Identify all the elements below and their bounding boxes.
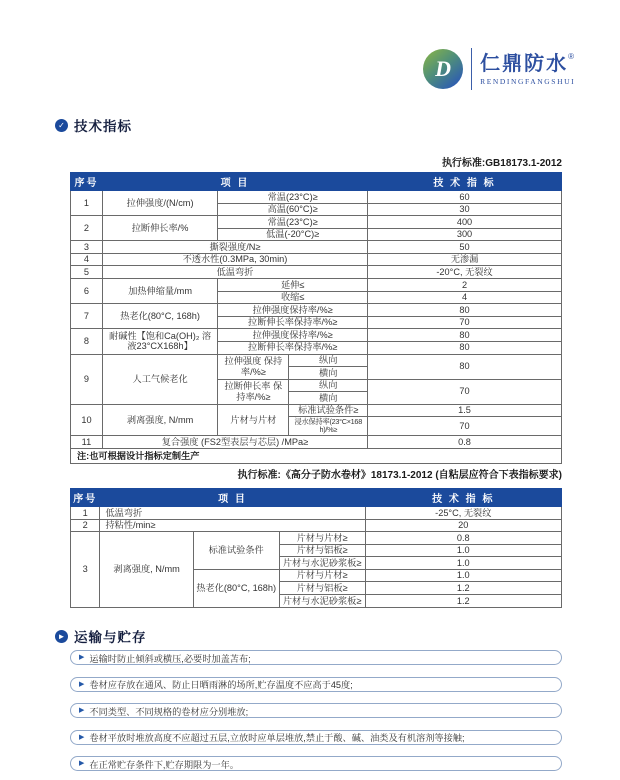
table-cell: 低温弯折: [100, 507, 365, 520]
table-cell: 1: [71, 191, 103, 216]
transport-storage-title: 运输与贮存: [74, 630, 147, 645]
column-header: 技 术 指 标: [365, 489, 561, 507]
table-cell: 80: [368, 354, 562, 379]
table-cell: 20: [365, 519, 561, 532]
column-header: 序号: [71, 489, 100, 507]
table-cell: 低温弯折: [102, 266, 367, 279]
triangle-bullet-icon: ▶: [79, 733, 85, 741]
table-cell: 1: [71, 507, 100, 520]
column-header: 技 术 指 标: [368, 173, 562, 191]
table-row: [71, 354, 562, 367]
table-cell: 2: [368, 279, 562, 292]
table-cell: 4: [368, 291, 562, 304]
table-cell: 10: [71, 404, 103, 435]
table-cell: 热老化(80°C, 168h): [193, 569, 279, 607]
triangle-bullet-icon: ▶: [79, 654, 85, 661]
table-cell: 60: [368, 191, 562, 204]
table-cell: 片材与铝板≥: [279, 544, 365, 557]
table-cell: 拉断伸长率保持率/%≥: [218, 341, 368, 354]
table-cell: 拉断伸长率 保持率/%≥: [218, 379, 289, 404]
table-cell: -25°C, 无裂纹: [365, 507, 561, 520]
table-cell: 80: [368, 329, 562, 342]
table-cell: 标准试验条件≥: [289, 404, 368, 417]
table-cell: 3: [71, 241, 103, 254]
table-cell: 3: [71, 532, 100, 607]
table-cell: 加热伸缩量/mm: [102, 279, 217, 304]
table-cell: 0.8: [365, 532, 561, 545]
table-cell: 延伸≤: [218, 279, 368, 292]
storage-note-item: [70, 756, 562, 771]
table-cell: 50: [368, 241, 562, 254]
table-cell: 1.2: [365, 595, 561, 608]
table-cell: 6: [71, 279, 103, 304]
table-cell: 片材与铝板≥: [279, 582, 365, 595]
table-cell: 浸水保持率(23°C×168h)/%≥: [289, 417, 368, 436]
table-row: [71, 241, 562, 254]
table-cell: 30: [368, 203, 562, 216]
table-cell: 11: [71, 436, 103, 449]
logo-name-en: RENDINGFANGSHUI: [480, 76, 576, 86]
storage-note-item: [70, 650, 562, 665]
table-cell: 4: [71, 253, 103, 266]
table-cell: 400: [368, 216, 562, 229]
table-cell: 高温(60°C)≥: [218, 203, 368, 216]
table-cell: 70: [368, 379, 562, 404]
table-row: [71, 253, 562, 266]
table-row: [71, 532, 562, 545]
standard-reference-1: 执行标准:GB18173.1-2012: [441, 158, 562, 169]
tech-specs-icon: ✓: [55, 119, 68, 132]
table-cell: 标准试验条件: [193, 532, 279, 570]
column-header: 序号: [71, 173, 103, 191]
table-row: [71, 216, 562, 229]
tech-specs-title: 技术指标: [74, 119, 132, 134]
table-cell: 拉伸强度 保持率/%≥: [218, 354, 289, 379]
table-cell: 热老化(80°C, 168h): [102, 304, 217, 329]
table-cell: -20°C, 无裂纹: [368, 266, 562, 279]
storage-note-item: [70, 677, 562, 692]
table-cell: 拉断伸长率保持率/%≥: [218, 316, 368, 329]
table-cell: 拉伸强度/(N/cm): [102, 191, 217, 216]
triangle-bullet-icon: ▶: [79, 707, 85, 714]
tech-specs-section-header: [55, 115, 132, 135]
storage-note-text: 在正常贮存条件下,贮存期限为一年。: [89, 759, 239, 770]
table-cell: 剥离强度, N/mm: [100, 532, 193, 607]
table-cell: 300: [368, 228, 562, 241]
table-row: [71, 191, 562, 204]
table-row: [71, 304, 562, 317]
transport-storage-section-header: [55, 626, 147, 646]
table-cell: 0.8: [368, 436, 562, 449]
table-cell: 片材与片材≥: [279, 569, 365, 582]
table-row: [71, 329, 562, 342]
table-cell: 9: [71, 354, 103, 404]
transport-storage-icon: ►: [55, 630, 68, 643]
table-cell: 常温(23°C)≥: [218, 216, 368, 229]
table-cell: 80: [368, 341, 562, 354]
table-cell: 收缩≤: [218, 291, 368, 304]
table-row: [71, 507, 562, 520]
table-cell: 片材与水泥砂浆板≥: [279, 595, 365, 608]
table-cell: 片材与片材≥: [279, 532, 365, 545]
table-row: [71, 519, 562, 532]
column-header: 项 目: [100, 489, 365, 507]
table-cell: 人工气候老化: [102, 354, 217, 404]
triangle-bullet-icon: ▶: [79, 680, 85, 688]
tech-specs-table: [70, 172, 562, 464]
table-cell: 1.2: [365, 582, 561, 595]
storage-note-text: 卷材应存放在通风、防止日晒雨淋的场所,贮存温度不应高于45度;: [89, 680, 353, 690]
table-cell: 2: [71, 216, 103, 241]
storage-note-text: 不同类型、不同规格的卷材应分别堆放;: [89, 706, 249, 717]
table-row: [71, 279, 562, 292]
table-cell: 70: [368, 316, 562, 329]
table-cell: 无渗漏: [368, 253, 562, 266]
table-cell: 1.0: [365, 569, 561, 582]
logo-name-cn: 仁鼎防水®: [480, 51, 576, 75]
table-cell: 复合强度 (FS2型表层与芯层) /MPa≥: [102, 436, 367, 449]
logo-divider: [471, 48, 472, 90]
table-row: [71, 436, 562, 449]
table-cell: 撕裂强度/N≥: [102, 241, 367, 254]
table-cell: 1.5: [368, 404, 562, 417]
table-cell: 不透水性(0.3MPa, 30min): [102, 253, 367, 266]
table-cell: 低温(-20°C)≥: [218, 228, 368, 241]
table-cell: 1.0: [365, 544, 561, 557]
company-logo: [423, 48, 576, 90]
table-cell: 拉断伸长率/%: [102, 216, 217, 241]
table-cell: 拉伸强度保持率/%≥: [218, 329, 368, 342]
table-row: [71, 266, 562, 279]
table-cell: 1.0: [365, 557, 561, 570]
table-cell: 横向: [289, 392, 368, 405]
table-cell: 80: [368, 304, 562, 317]
table-cell: 持粘性/min≥: [100, 519, 365, 532]
storage-note-text: 运输时防止倾斜或横压,必要时加盖苫布;: [89, 653, 251, 664]
adhesive-layer-specs-table: [70, 488, 562, 608]
table-row: [71, 404, 562, 417]
logo-mark-letter: D: [435, 56, 452, 81]
table-cell: 70: [368, 417, 562, 436]
table-cell: 拉伸强度保持率/%≥: [218, 304, 368, 317]
table-cell: 5: [71, 266, 103, 279]
table-cell: 常温(23°C)≥: [218, 191, 368, 204]
table-cell: 耐碱性【饱和Ca(OH)₂ 溶液23°CX168h】: [102, 329, 217, 354]
table-cell: 7: [71, 304, 103, 329]
standard-reference-2: 执行标准:《高分子防水卷材》18173.1-2012 (自粘层应符合下表指标要求): [237, 470, 562, 481]
triangle-bullet-icon: ▶: [79, 760, 85, 767]
registered-trademark-icon: ®: [568, 51, 576, 61]
storage-note-item: [70, 730, 562, 745]
storage-note-item: [70, 703, 562, 718]
table-cell: 纵向: [289, 354, 368, 367]
table-cell: 注:也可根据设计指标定制生产: [71, 448, 562, 464]
storage-note-text: 卷材平放时堆放高度不应超过五层,立放时应单层堆放,禁止于酸、碱、油类及有机溶剂等接触;: [89, 733, 465, 743]
table-row: [71, 448, 562, 464]
column-header: 项 目: [102, 173, 367, 191]
storage-notes-list: [70, 650, 562, 780]
table-cell: 2: [71, 519, 100, 532]
logo-mark-icon: [423, 49, 463, 89]
table-cell: 剥离强度, N/mm: [102, 404, 217, 435]
table-cell: 横向: [289, 367, 368, 380]
table-cell: 纵向: [289, 379, 368, 392]
table-cell: 8: [71, 329, 103, 354]
table-cell: 片材与片材: [218, 404, 289, 435]
table-cell: 片材与水泥砂浆板≥: [279, 557, 365, 570]
